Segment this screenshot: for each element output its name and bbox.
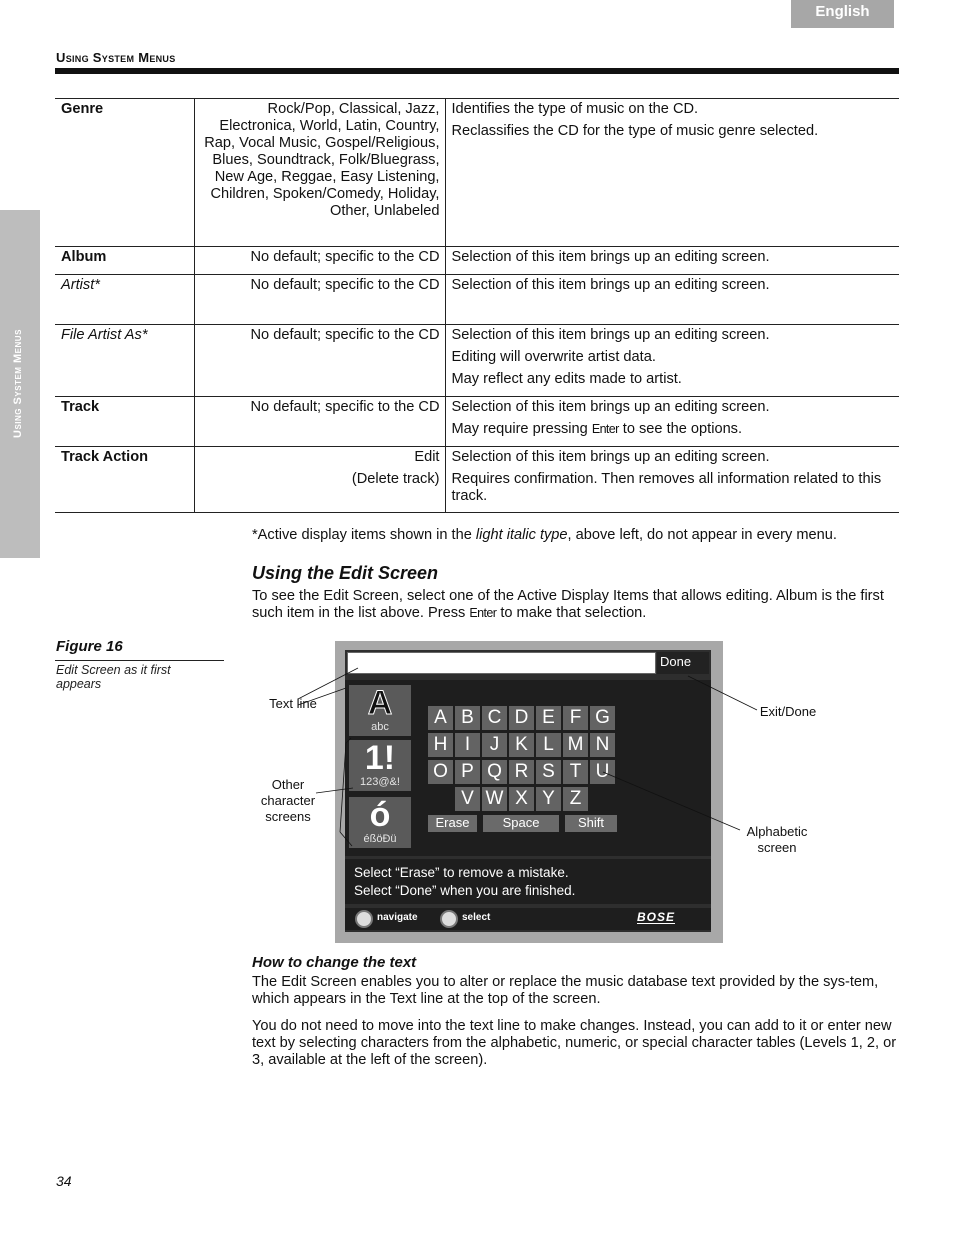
figure-caption: Edit Screen as it first appears (56, 663, 171, 691)
instruction-message: Select “Erase” to remove a mistake. Select “Done” when you are finished. (345, 859, 711, 904)
item-description: Identifies the type of music on the CD. Reclassifies the CD for the type of music genre selected. (445, 99, 899, 247)
key-k[interactable]: K (509, 733, 534, 757)
item-name: Genre (55, 99, 194, 247)
how-to-para-1: The Edit Screen enables you to alter or replace the music database text provided by the sys-tem, which appears in the Text line at the top of the screen. (252, 974, 879, 1007)
key-o[interactable]: O (428, 760, 453, 784)
key-c[interactable]: C (482, 706, 507, 730)
key-u[interactable]: U (590, 760, 615, 784)
erase-button[interactable]: Erase (428, 815, 477, 832)
key-j[interactable]: J (482, 733, 507, 757)
select-dpad-icon (440, 910, 458, 928)
bose-logo: BOSE (637, 910, 676, 924)
shift-button[interactable]: Shift (565, 815, 617, 832)
key-x[interactable]: X (509, 787, 534, 811)
callout-alphabetic-screen: Alphabetic screen (746, 824, 808, 855)
text-line[interactable] (347, 652, 656, 674)
table-row (55, 397, 899, 447)
key-v[interactable]: V (455, 787, 480, 811)
header-rule (55, 68, 899, 74)
item-default: No default; specific to the CD (194, 397, 445, 447)
callout-other-screens: Other character screens (260, 777, 316, 824)
table-row (55, 275, 899, 325)
page-number: 34 (56, 1173, 72, 1189)
item-default: Edit (Delete track) (194, 447, 445, 513)
language-tab[interactable]: English (791, 0, 894, 28)
key-g[interactable]: G (590, 706, 615, 730)
key-n[interactable]: N (590, 733, 615, 757)
done-button[interactable]: Done (657, 652, 709, 674)
key-s[interactable]: S (536, 760, 561, 784)
side-tab-label: Using System Menus (12, 329, 24, 439)
figure-rule (55, 660, 224, 661)
key-y[interactable]: Y (536, 787, 561, 811)
table-row (55, 99, 899, 247)
key-p[interactable]: P (455, 760, 480, 784)
settings-table (55, 98, 899, 513)
item-description: Selection of this item brings up an editing screen. (445, 247, 899, 275)
item-description: Selection of this item brings up an editing screen. Requires confirmation. Then removes all information related to this track. (445, 447, 899, 513)
level-numeric-button[interactable]: 1! 123@&! (349, 740, 411, 791)
key-h[interactable]: H (428, 733, 453, 757)
item-name: Track (55, 397, 194, 447)
select-label: select (462, 912, 491, 923)
key-q[interactable]: Q (482, 760, 507, 784)
item-name: Album (55, 247, 194, 275)
navigate-label: navigate (377, 912, 418, 923)
item-description: Selection of this item brings up an editing screen. Editing will overwrite artist data. May reflect any edits made to artist. (445, 325, 899, 397)
key-b[interactable]: B (455, 706, 480, 730)
key-f[interactable]: F (563, 706, 588, 730)
footnote: *Active display items shown in the light italic type, above left, do not appear in every menu. (252, 527, 837, 543)
numeric-icon: 1! (364, 739, 396, 777)
item-description: Selection of this item brings up an editing screen. May require pressing Enter to see the options. (445, 397, 899, 447)
item-default: No default; specific to the CD (194, 325, 445, 397)
callout-exit-done: Exit/Done (759, 704, 817, 719)
item-description: Selection of this item brings up an editing screen. (445, 275, 899, 325)
accent-o-icon: ó (369, 796, 391, 834)
key-d[interactable]: D (509, 706, 534, 730)
item-default: No default; specific to the CD (194, 275, 445, 325)
key-t[interactable]: T (563, 760, 588, 784)
how-to-heading: How to change the text (252, 954, 417, 971)
callout-text-line: Text line (269, 696, 317, 711)
level-special-button[interactable]: ó éßöÐü (349, 797, 411, 848)
enter-key-label: Enter (469, 606, 497, 620)
figure-title: Figure 16 (56, 638, 123, 655)
key-e[interactable]: E (536, 706, 561, 730)
item-default: No default; specific to the CD (194, 247, 445, 275)
space-button[interactable]: Space (483, 815, 559, 832)
table-row (55, 325, 899, 397)
table-row (55, 247, 899, 275)
item-default: Rock/Pop, Classical, Jazz, Electronica, World, Latin, Country, Rap, Vocal Music, Gospel/Religious, Blues, Soundtrack, Folk/Bluegrass, New Age, Reggae, Easy Listening, Children, Spoken/Comedy, Holiday, Other, Unlabeled (194, 99, 445, 247)
section-header: Using System Menus (56, 50, 176, 65)
edit-screen-intro: To see the Edit Screen, select one of the Active Display Items that allows editing. Album is the first such item in the list above. Press Enter to make that selection. (252, 588, 884, 621)
item-name: File Artist As* (55, 325, 194, 397)
level-alphabetic-button[interactable]: A abc (349, 685, 411, 736)
remote-hint-bar (345, 908, 711, 930)
key-m[interactable]: M (563, 733, 588, 757)
key-l[interactable]: L (536, 733, 561, 757)
item-name: Track Action (55, 447, 194, 513)
how-to-para-2: You do not need to move into the text line to make changes. Instead, you can add to it or enter new text by selecting characters from the alphabetic, numeric, or special character tables (Levels 1, 2, or 3, available at the left of the screen). (252, 1018, 897, 1068)
enter-key-label: Enter (591, 422, 619, 436)
key-z[interactable]: Z (563, 787, 588, 811)
side-section-tab (0, 210, 40, 558)
key-w[interactable]: W (482, 787, 507, 811)
edit-screen-heading: Using the Edit Screen (252, 563, 439, 583)
key-a[interactable]: A (428, 706, 453, 730)
table-row (55, 447, 899, 513)
key-i[interactable]: I (455, 733, 480, 757)
item-name: Artist* (55, 275, 194, 325)
navigate-dpad-icon (355, 910, 373, 928)
key-r[interactable]: R (509, 760, 534, 784)
letter-a-icon: A (367, 684, 393, 722)
